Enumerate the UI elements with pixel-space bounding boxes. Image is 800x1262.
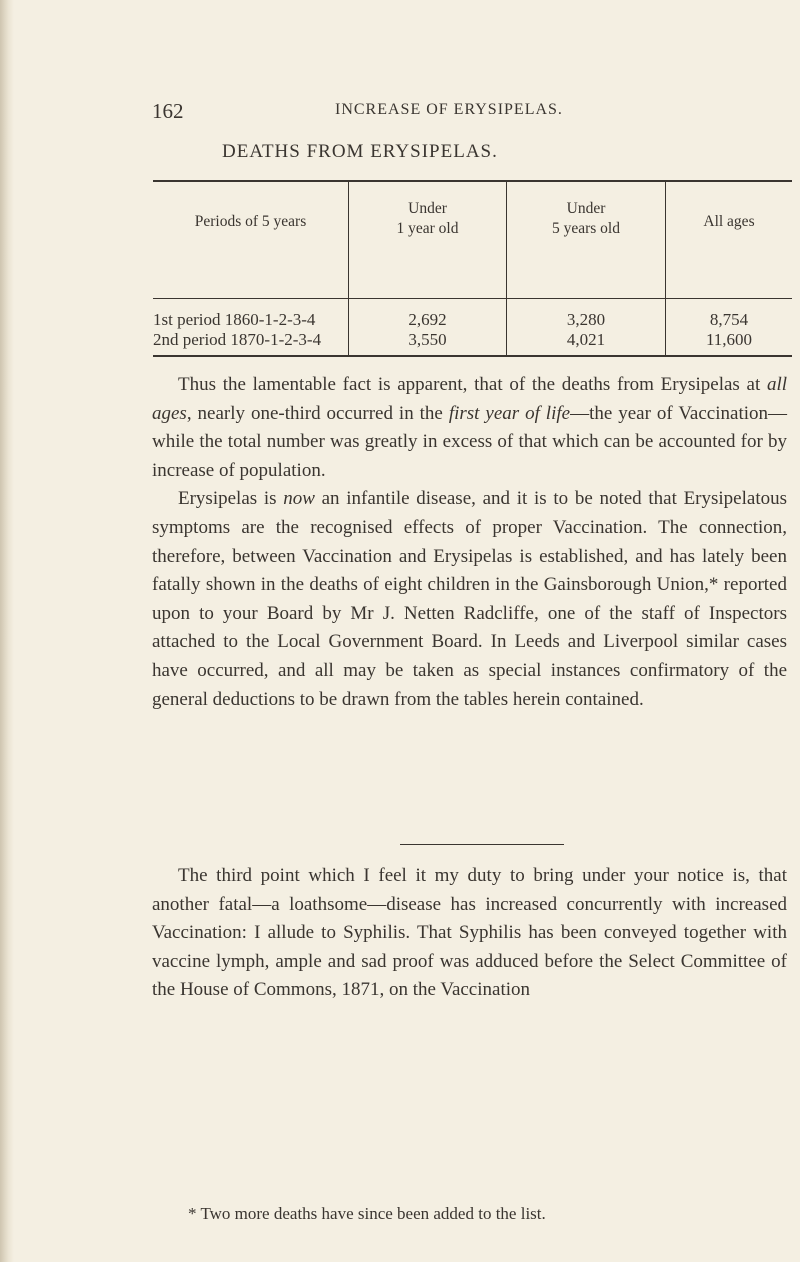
column-header-period: Periods of 5 years (194, 213, 307, 230)
paragraph-third-point (152, 862, 787, 1005)
italic-phrase: now (283, 488, 315, 510)
row-1-under-1: 2,692 (408, 310, 447, 329)
section-separator-rule (400, 844, 564, 845)
text-run: Thus the lamentable fact is apparent, that of the deaths from Erysipelas at (178, 374, 767, 395)
row-2-all-ages: 11,600 (705, 330, 753, 349)
paragraph-lamentable-fact (152, 371, 787, 485)
text-run: Erysipelas is (178, 488, 284, 510)
text-block-1 (152, 371, 787, 714)
page-number: 162 (152, 99, 184, 123)
row-1-period: 1st period 1860-1-2-3-4 (153, 310, 316, 329)
paragraph-infantile-disease (152, 485, 787, 714)
text-run: , nearly one-third occurred in the (186, 402, 449, 424)
column-header-all-ages: All ages (703, 213, 755, 230)
row-1-all-ages: 8,754 (709, 310, 749, 329)
italic-phrase: all ages (152, 374, 787, 424)
text-run: an infantile disease, and it is to be noted that Erysipelatous symptoms are the recognised effects of proper Vaccination. The connection, therefore, between Vaccination and Erysipelas is established, and has lately been fatally shown in the deaths of eight children in the Gainsborough Union,* reported upon to your Board by Mr J. Netten Radcliffe, one of the staff of Inspectors attached to the Local Government Board. In Leeds and Liverpool similar cases have occurred, and all may be taken as special instances confirmatory of the general deductions to be drawn from the tables herein contained. (152, 488, 787, 710)
text-block-2 (152, 862, 787, 1005)
header-divider-rule (153, 298, 792, 299)
row-2-under-5: 4,021 (566, 330, 606, 349)
text-run: The third point which I feel it my duty to bring under your notice is, that another fatal—a loathsome—disease has increased concurrently with increased Vaccination: I allude to Syphilis. That Syphilis has been conveyed together with vaccine lymph, ample and sad proof was adduced before the Select Committee of the House of Commons, 1871, on the Vaccination (152, 865, 787, 1001)
column-header-under-1: Under 1 year old (396, 200, 459, 237)
footnote: * Two more deaths have since been added to the list. (188, 1204, 546, 1223)
table-top-rule (153, 180, 792, 182)
row-1-under-5: 3,280 (566, 310, 606, 329)
deaths-table (153, 180, 792, 356)
table-title: DEATHS FROM ERYSIPELAS. (222, 141, 498, 162)
running-head: INCREASE OF ERYSIPELAS. (335, 101, 563, 118)
italic-phrase: first year of life (448, 402, 571, 424)
page-binding-edge (0, 0, 14, 1262)
text-run: —the year of Vaccination—while the total number was greatly in excess of that which can be accounted for by increase of population. (152, 402, 788, 481)
row-2-period: 2nd period 1870-1-2-3-4 (153, 330, 322, 349)
table-bottom-rule (153, 355, 792, 357)
row-2-under-1: 3,550 (408, 330, 447, 349)
column-header-under-5: Under 5 years old (551, 200, 620, 237)
